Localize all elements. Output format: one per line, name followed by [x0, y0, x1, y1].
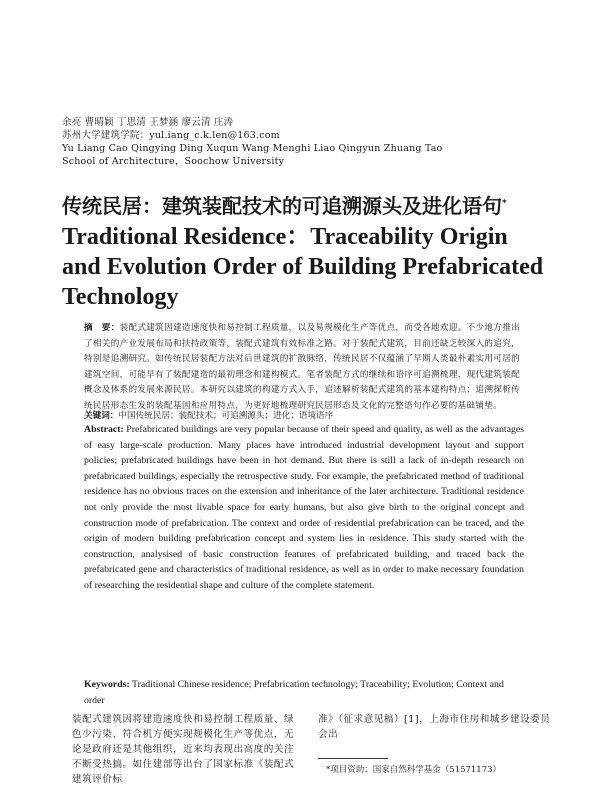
author-names-cn: 余亮 曹晴颖 丁思清 王梦涵 廖云清 庄涛: [62, 117, 234, 128]
keywords-english-label: Keywords:: [84, 679, 130, 690]
funding-footnote: *项目资助：国家自然科学基金（51571173）: [326, 765, 502, 775]
title-chinese-text: 传统民居：建筑装配技术的可追溯源头及进化语句: [62, 194, 502, 218]
footnote-divider: [318, 758, 388, 759]
keywords-chinese-label: 关键词：: [84, 411, 119, 421]
body-text-right-column: 准》（征求意见稿）[1]，上海市住房和城乡建设委员会出: [318, 714, 551, 740]
abstract-english-label: Abstract:: [84, 424, 124, 435]
keywords-english-text: Traditional Chinese residence; Prefabrication technology; Traceability; Evolution; Context and order: [84, 679, 504, 706]
author-affiliation-en: School of Architecture，Soochow University: [62, 156, 285, 167]
title-footnote-mark: *: [502, 198, 507, 209]
author-affiliation-cn: 苏州大学建筑学院：yul.iang_c.k.len@163.com: [62, 130, 280, 141]
abstract-chinese: [84, 321, 520, 414]
body-text-left-column: 装配式建筑因将建造速度快和易控制工程质量、绿色少污染、符合机方便实现规模化生产等优点，无论是政府还是其他组织，近来均表现出高度的关注不断受热搞。如住建部等出台了国家标准《装配式建筑评价标: [72, 714, 295, 785]
keywords-chinese-text: 中国传统民居；装配技术；可追溯源头；进化；语境语序: [118, 411, 334, 421]
abstract-chinese-label: 摘 要：: [84, 323, 120, 333]
author-names-en: Yu Liang Cao Qingying Ding Xuqun Wang Menghi Liao Qingyun Zhuang Tao: [62, 143, 443, 154]
author-block: [62, 116, 442, 168]
abstract-english: [84, 422, 524, 594]
keywords-chinese: [84, 409, 520, 423]
title-chinese: [62, 190, 507, 219]
abstract-chinese-text: 装配式建筑因建造速度快和易控制工程质量，以及易规模化生产等优点，而受各地欢迎。不少地方推出了相关的产业发展布局和扶持政策等，装配式建筑有效标准之路。对于装配式建筑，目前还缺乏较深入的追究，特别是追溯研究。如传统民居装配方法对后世建筑的扩散脉络，传统民居不仅蕴涵了早期人类最朴素实用可居的建筑空间，可能早有了装配建造的最初理念和建构模式。笔者装配方式的继续和语序可追溯梳理，现代建筑装配概念及体系的发展来源民居。本研究以建筑的构建方式入手，追述解析装配式建筑的基本建构特点；追溯探析传统民居形态生发的装配基因和应用特点，为更好地梳理研究民居形态及文化的完整语句作必要的基础铺垫。: [84, 323, 520, 411]
keywords-english: [84, 677, 524, 708]
title-english: Traditional Residence：Traceability Origin and Evolution Order of Building Prefabricated Technology: [62, 224, 544, 310]
abstract-english-text: Prefabricated buildings are very popular because of their speed and quality, as well as the advantages of easy large-scale production. Many places have introduced industrial development layout and support policies; prefabricated buildings have been in hot demand. But there is still a lack of in-depth research on prefabricated buildings, especially the retrospective study. For example, the prefabricated method of traditional residence has no obvious traces on the extension and inheritance of the later architecture. Traditional residence not only provide the most livable space for early humans, but also give birth to the original concept and construction mode of prefabrication. The context and order of residential prefabrication can be traced, and the origin of modern building prefabrication concept and system lies in residence. This study started with the construction, analysised of basic construction features of prefabricated building, and traced back the prefabricated gene and characteristics of traditional residence, as well as in order to make necessary foundation of researching the residential shape and culture of the complete statement.: [84, 424, 524, 591]
